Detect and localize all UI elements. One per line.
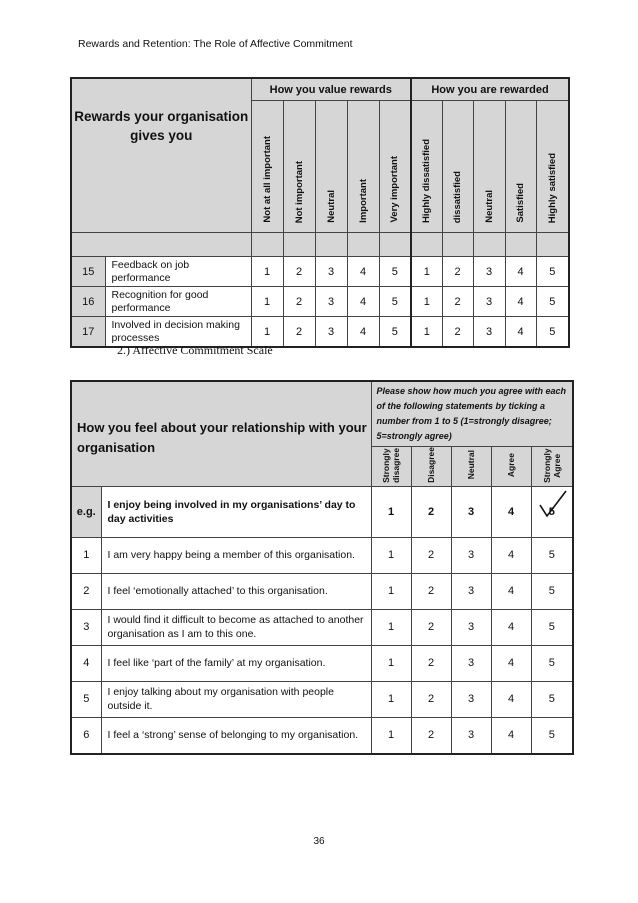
- rating-option[interactable]: 2: [411, 573, 451, 609]
- rating-option[interactable]: 3: [473, 287, 505, 317]
- agreement-scale-header: Neutral: [451, 447, 491, 487]
- rating-option: 4: [491, 486, 531, 537]
- rewarded-scale-header: Satisfied: [505, 101, 536, 233]
- table-row: [71, 257, 569, 287]
- rating-option[interactable]: 4: [505, 317, 536, 348]
- rating-option: 1: [371, 486, 411, 537]
- rating-option[interactable]: 4: [491, 609, 531, 645]
- rating-option[interactable]: 5: [379, 257, 411, 287]
- rating-option[interactable]: 5: [536, 287, 569, 317]
- row-label: I enjoy talking about my organisation with people outside it.: [101, 681, 371, 717]
- rating-option[interactable]: 1: [251, 287, 283, 317]
- rewarded-scale-header: dissatisfied: [442, 101, 473, 233]
- table-row: [71, 717, 573, 754]
- value-scale-header: Not at all important: [251, 101, 283, 233]
- rating-option[interactable]: 2: [411, 717, 451, 754]
- rating-option[interactable]: 1: [371, 537, 411, 573]
- row-label: Feedback on job performance: [105, 257, 251, 287]
- row-number: 15: [71, 257, 105, 287]
- rating-option[interactable]: 1: [411, 317, 442, 348]
- rating-option[interactable]: 3: [315, 317, 347, 348]
- rating-option[interactable]: 5: [531, 573, 573, 609]
- page-number: 36: [313, 836, 325, 847]
- rating-option: 3: [451, 486, 491, 537]
- rating-option[interactable]: 4: [347, 257, 379, 287]
- rating-option[interactable]: 5: [531, 537, 573, 573]
- rating-option[interactable]: 2: [283, 287, 315, 317]
- agreement-scale-header: Strongly disagree: [371, 447, 411, 487]
- rating-option[interactable]: 4: [505, 257, 536, 287]
- table-row: [71, 681, 573, 717]
- rating-option[interactable]: 4: [491, 573, 531, 609]
- rating-option[interactable]: 4: [491, 537, 531, 573]
- row-label: I enjoy being involved in my organisations’ day to day activities: [101, 486, 371, 537]
- row-number: 17: [71, 317, 105, 348]
- rating-option[interactable]: 4: [491, 681, 531, 717]
- value-scale-header: Neutral: [315, 101, 347, 233]
- rating-option[interactable]: 4: [347, 287, 379, 317]
- rating-option[interactable]: 1: [251, 317, 283, 348]
- rating-option[interactable]: 1: [371, 717, 411, 754]
- rating-option[interactable]: 3: [451, 537, 491, 573]
- row-number: 5: [71, 681, 101, 717]
- rating-option[interactable]: 2: [283, 257, 315, 287]
- rating-option[interactable]: 3: [451, 645, 491, 681]
- value-group-header: How you value rewards: [251, 78, 411, 101]
- rewarded-scale-header: Highly dissatisfied: [411, 101, 442, 233]
- rating-option[interactable]: 1: [371, 609, 411, 645]
- row-label: I would find it difficult to become as attached to another organisation as I am to this one.: [101, 609, 371, 645]
- running-header: Rewards and Retention: The Role of Affective Commitment: [78, 38, 353, 50]
- rating-option[interactable]: 5: [379, 287, 411, 317]
- table-row: [71, 645, 573, 681]
- rating-option[interactable]: 2: [442, 257, 473, 287]
- rating-option[interactable]: 2: [442, 287, 473, 317]
- table-row: [71, 573, 573, 609]
- rating-option[interactable]: 4: [491, 717, 531, 754]
- table-row: [71, 537, 573, 573]
- rating-option[interactable]: 4: [491, 645, 531, 681]
- rating-option[interactable]: 2: [411, 681, 451, 717]
- row-label: I feel like ‘part of the family’ at my organisation.: [101, 645, 371, 681]
- row-number: 1: [71, 537, 101, 573]
- rewarded-group-header: How you are rewarded: [411, 78, 569, 101]
- example-row: [71, 486, 573, 537]
- rating-option[interactable]: 5: [531, 717, 573, 754]
- row-number: 3: [71, 609, 101, 645]
- table-row: [71, 609, 573, 645]
- row-label: I feel a ‘strong’ sense of belonging to my organisation.: [101, 717, 371, 754]
- rating-option[interactable]: 4: [505, 287, 536, 317]
- rating-option[interactable]: 5: [536, 317, 569, 348]
- rating-option[interactable]: 3: [451, 609, 491, 645]
- commitment-corner-label: How you feel about your relationship with your organisation: [71, 381, 371, 486]
- row-label: I am very happy being a member of this organisation.: [101, 537, 371, 573]
- rating-option[interactable]: 5: [531, 645, 573, 681]
- value-scale-header: Important: [347, 101, 379, 233]
- section-subheading: 2.) Affective Commitment Scale: [117, 343, 273, 357]
- rating-option[interactable]: 3: [451, 573, 491, 609]
- rating-option[interactable]: 2: [411, 609, 451, 645]
- rating-option[interactable]: 5: [531, 609, 573, 645]
- rating-option[interactable]: 4: [347, 317, 379, 348]
- rating-option[interactable]: 1: [371, 681, 411, 717]
- rating-option[interactable]: 3: [451, 681, 491, 717]
- rating-option[interactable]: 2: [411, 645, 451, 681]
- rating-option[interactable]: 3: [315, 287, 347, 317]
- agreement-scale-header: Strongly Agree: [531, 447, 573, 487]
- rewarded-scale-header: Neutral: [473, 101, 505, 233]
- rating-instructions: Please show how much you agree with each of the following statements by ticking a number from 1 to 5 (1=strongly disagree; 5=strongly agree): [371, 381, 573, 447]
- value-scale-header: Not important: [283, 101, 315, 233]
- row-number: 2: [71, 573, 101, 609]
- rating-option[interactable]: 2: [442, 317, 473, 348]
- rating-option-ticked: 5: [531, 486, 573, 537]
- rating-option[interactable]: 3: [451, 717, 491, 754]
- rating-option[interactable]: 1: [411, 257, 442, 287]
- rating-option[interactable]: 3: [315, 257, 347, 287]
- rewarded-scale-header: Highly satisfied: [536, 101, 569, 233]
- row-label: Recognition for good performance: [105, 287, 251, 317]
- rating-option[interactable]: 1: [411, 287, 442, 317]
- rating-option[interactable]: 2: [411, 537, 451, 573]
- rating-option[interactable]: 5: [531, 681, 573, 717]
- rating-option[interactable]: 1: [251, 257, 283, 287]
- rating-option[interactable]: 5: [536, 257, 569, 287]
- row-number: 4: [71, 645, 101, 681]
- row-label: I feel ‘emotionally attached’ to this organisation.: [101, 573, 371, 609]
- rating-option[interactable]: 5: [379, 317, 411, 348]
- rating-option[interactable]: 2: [283, 317, 315, 348]
- table-row: [71, 287, 569, 317]
- value-scale-header: Very important: [379, 101, 411, 233]
- rating-option: 2: [411, 486, 451, 537]
- rating-option[interactable]: 1: [371, 573, 411, 609]
- example-label: e.g.: [71, 486, 101, 537]
- row-number: 6: [71, 717, 101, 754]
- rating-option[interactable]: 1: [371, 645, 411, 681]
- row-label: Involved in decision making processes: [105, 317, 251, 348]
- agreement-scale-header: Agree: [491, 447, 531, 487]
- rating-option[interactable]: 3: [473, 317, 505, 348]
- rewards-table: [70, 77, 570, 348]
- agreement-scale-header: Disagree: [411, 447, 451, 487]
- checkmark-icon: [534, 489, 570, 519]
- rating-option[interactable]: 3: [473, 257, 505, 287]
- rewards-corner-label: Rewards your organisation gives you: [71, 78, 251, 233]
- affective-commitment-table: [70, 380, 574, 755]
- row-number: 16: [71, 287, 105, 317]
